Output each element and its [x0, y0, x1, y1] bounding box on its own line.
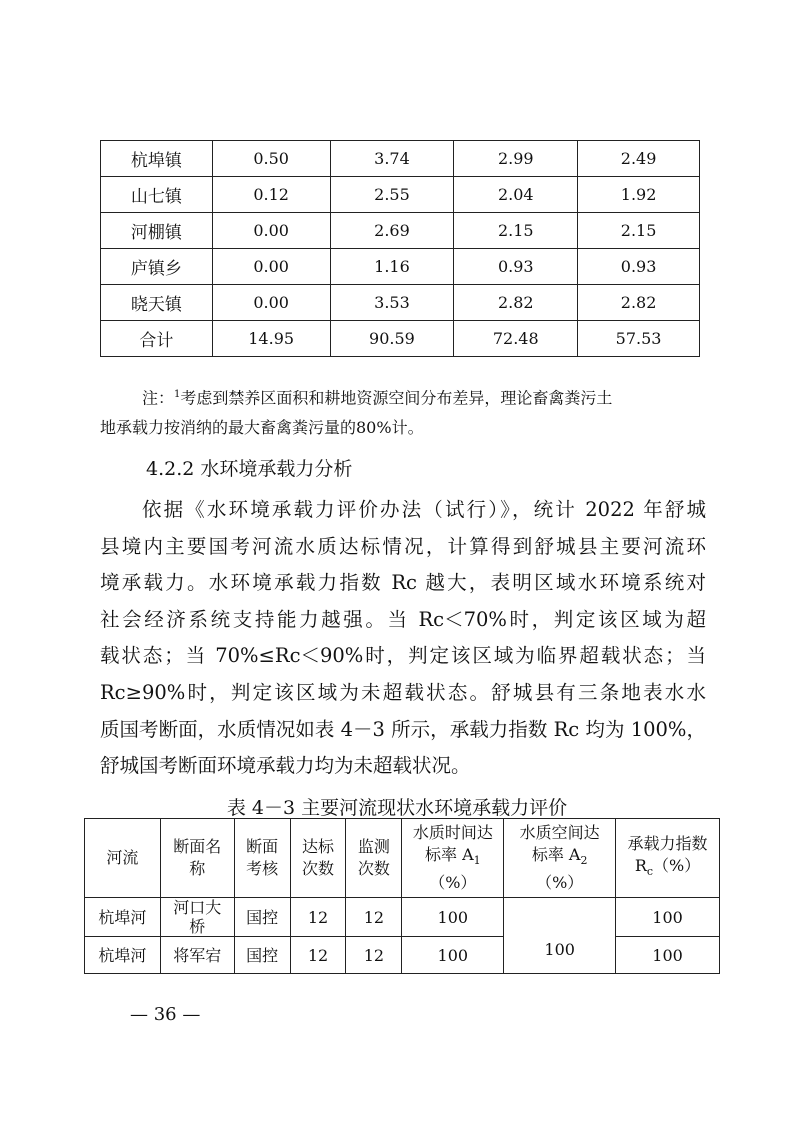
header-river: 河流 — [85, 819, 161, 898]
table-row: 杭埠镇 0.50 3.74 2.99 2.49 — [101, 141, 700, 177]
header-a2: 水质空间达标率 $A_2(\%)$ — [504, 819, 616, 898]
table-row: 杭埠河 河口大桥 国控 12 12 100 100 100 — [85, 898, 720, 937]
header-monitoring-times: 监测次数 — [346, 819, 402, 898]
table-row-total: 合计 14.95 90.59 72.48 57.53 — [101, 321, 700, 357]
table-row: 晓天镇 0.00 3.53 2.82 2.82 — [101, 285, 700, 321]
page-number: — 36 — — [130, 1004, 201, 1025]
header-section-name: 断面名称 — [160, 819, 234, 898]
a2-merged-cell: 100 — [504, 898, 616, 974]
header-assessment: 断面考核 — [234, 819, 290, 898]
header-compliance-times: 达标次数 — [290, 819, 346, 898]
livestock-capacity-table — [100, 140, 700, 357]
table-header-row — [85, 819, 720, 898]
body-paragraph: 依据《水环境承载力评价办法（试行）》，统计 2022 年舒城 县境内主要国考河流水质达标情况，计算得到舒城县主要河流环 境承载力。水环境承载力指数 Rc 越大，表明区域水环境系统对 社会经济系统支持能力越强。当 Rc＜70%时，判定该区域为超 载状态；当 70%≤Rc＜90%时，判定该区域为临界超载状态；当 Rc≥90%时，判定该区域为未超载状态。舒城县有三条地表水水 质国考断面，水质情况如表 4－3 所示，承载力指数 Rc 均为 100%， 舒城国考断面环境承载力均为未超载状况。 — [100, 498, 706, 778]
section-heading: 4.2.2 水环境承载力分析 — [146, 458, 353, 480]
header-rc: 承载力指数 $R_c(\%)$ — [616, 819, 720, 898]
table-note: 注：$^1$考虑到禁养区面积和耕地资源空间分布差异，理论畜禽粪污土 地承载力按消纳的最大畜禽粪污量的80%计。 — [100, 388, 613, 438]
table-row: 山七镇 0.12 2.55 2.04 1.92 — [101, 177, 700, 213]
water-capacity-table — [84, 818, 720, 974]
table-caption: 表 4－3 主要河流现状水环境承载力评价 — [226, 797, 568, 819]
header-a1: 水质时间达标率 $A_1$ （%） — [402, 819, 504, 898]
table-row: 庐镇乡 0.00 1.16 0.93 0.93 — [101, 249, 700, 285]
table-row: 杭埠河 将军宕 国控 12 12 100 100 — [85, 937, 720, 974]
table-row: 河棚镇 0.00 2.69 2.15 2.15 — [101, 213, 700, 249]
